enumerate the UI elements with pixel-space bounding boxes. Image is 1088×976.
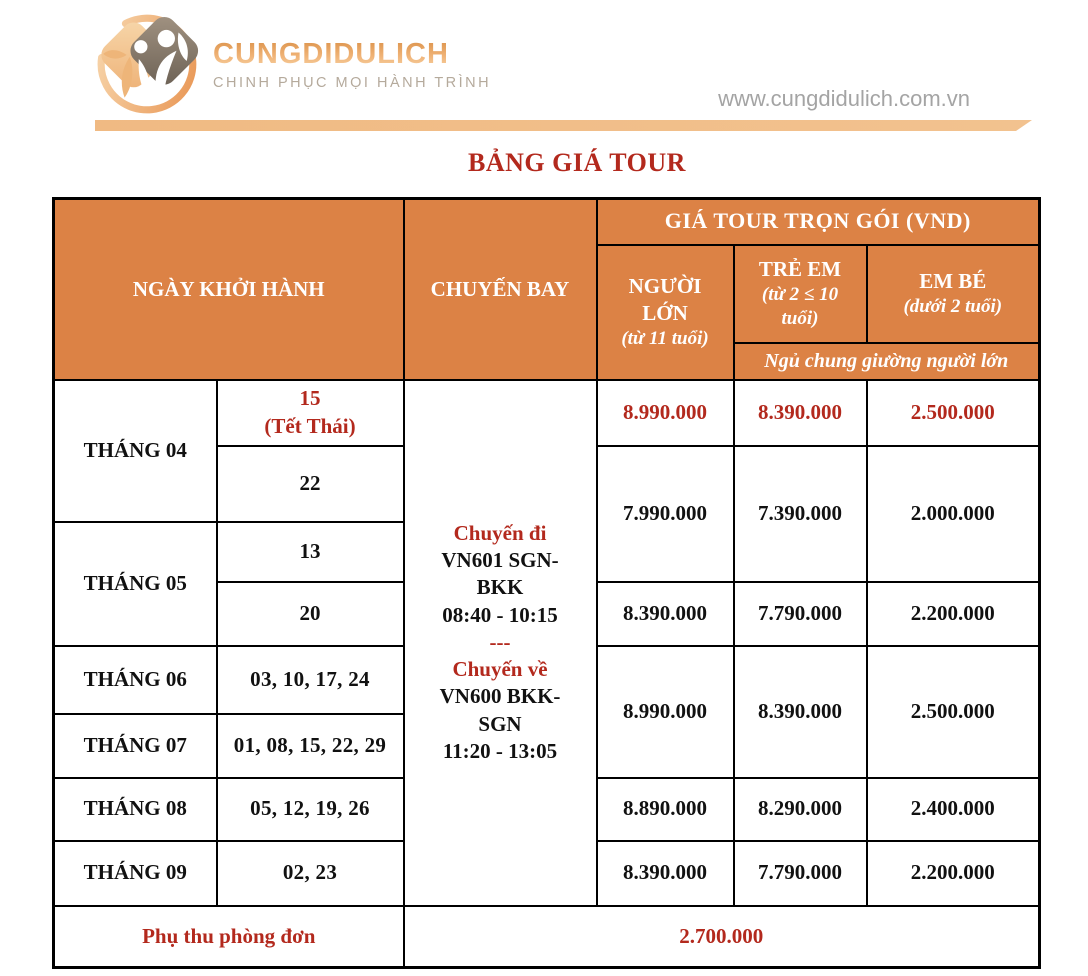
price-adult-aug: 8.890.000 bbox=[597, 778, 734, 841]
page-title: BẢNG GIÁ TOUR bbox=[468, 148, 686, 177]
price-infant-aug: 2.400.000 bbox=[867, 778, 1040, 841]
date-cell-may20: 20 bbox=[217, 582, 404, 646]
flight-outbound-code: VN601 SGN-BKK bbox=[441, 547, 559, 600]
price-child-tet: 8.390.000 bbox=[734, 380, 867, 446]
month-cell-jul: THÁNG 07 bbox=[54, 714, 217, 778]
infant-label: EM BÉ bbox=[919, 268, 987, 293]
date-cell-apr15 bbox=[217, 380, 404, 446]
date-apr15: 15 bbox=[299, 386, 321, 411]
flight-outbound-label: Chuyến đi bbox=[453, 520, 547, 545]
col-header-price-group: GIÁ TOUR TRỌN GÓI (VND) bbox=[597, 199, 1040, 245]
flight-return-time: 11:20 - 13:05 bbox=[442, 739, 558, 764]
infant-note: (dưới 2 tuổi) bbox=[903, 296, 1003, 318]
price-child-sep: 7.790.000 bbox=[734, 841, 867, 906]
child-note: (từ 2 ≤ 10 tuổi) bbox=[761, 284, 839, 330]
flight-outbound-time: 08:40 - 10:15 bbox=[442, 602, 558, 627]
month-cell-aug: THÁNG 08 bbox=[54, 778, 217, 841]
people-swirl-logo-icon bbox=[93, 6, 205, 118]
brand-wordmark: CUNGDIDULICH bbox=[213, 38, 491, 71]
header-divider bbox=[95, 120, 1032, 131]
date-cell-aug: 05, 12, 19, 26 bbox=[217, 778, 404, 841]
date-cell-jul: 01, 08, 15, 22, 29 bbox=[217, 714, 404, 778]
price-infant-tet: 2.500.000 bbox=[867, 380, 1040, 446]
child-label: TRẺ EM bbox=[758, 257, 842, 282]
price-adult-tet: 8.990.000 bbox=[597, 380, 734, 446]
price-child-jun-jul: 8.390.000 bbox=[734, 646, 867, 778]
price-adult-jun-jul: 8.990.000 bbox=[597, 646, 734, 778]
shared-bed-note: Ngủ chung giường người lớn bbox=[734, 343, 1040, 380]
flight-divider: --- bbox=[489, 629, 511, 654]
date-cell-may13: 13 bbox=[217, 522, 404, 582]
date-cell-sep: 02, 23 bbox=[217, 841, 404, 906]
col-header-departure: NGÀY KHỞI HÀNH bbox=[54, 199, 404, 380]
adult-note: (từ 11 tuổi) bbox=[621, 327, 709, 349]
tour-price-table bbox=[52, 197, 1041, 969]
flight-info-cell bbox=[404, 380, 597, 906]
brand-block bbox=[213, 38, 491, 91]
price-infant-sep: 2.200.000 bbox=[867, 841, 1040, 906]
price-infant-apr22-may13: 2.000.000 bbox=[867, 446, 1040, 582]
price-infant-may20: 2.200.000 bbox=[867, 582, 1040, 646]
col-header-child bbox=[734, 245, 867, 343]
price-child-may20: 7.790.000 bbox=[734, 582, 867, 646]
flight-return-code: VN600 BKK-SGN bbox=[439, 684, 561, 736]
col-header-infant bbox=[867, 245, 1040, 343]
adult-label: NGƯỜI LỚN bbox=[628, 274, 702, 325]
month-cell-apr: THÁNG 04 bbox=[54, 380, 217, 522]
price-adult-apr22-may13: 7.990.000 bbox=[597, 446, 734, 582]
col-header-flight: CHUYẾN BAY bbox=[404, 199, 597, 380]
price-adult-sep: 8.390.000 bbox=[597, 841, 734, 906]
price-child-aug: 8.290.000 bbox=[734, 778, 867, 841]
price-adult-may20: 8.390.000 bbox=[597, 582, 734, 646]
month-cell-may: THÁNG 05 bbox=[54, 522, 217, 646]
date-apr15-note: (Tết Thái) bbox=[264, 413, 356, 438]
col-header-adult bbox=[597, 245, 734, 380]
surcharge-value: 2.700.000 bbox=[404, 906, 1040, 968]
month-cell-jun: THÁNG 06 bbox=[54, 646, 217, 714]
brand-tagline: CHINH PHỤC MỌI HÀNH TRÌNH bbox=[213, 75, 492, 91]
date-cell-apr22: 22 bbox=[217, 446, 404, 522]
price-infant-jun-jul: 2.500.000 bbox=[867, 646, 1040, 778]
flight-return-label: Chuyến về bbox=[452, 657, 548, 682]
surcharge-label: Phụ thu phòng đơn bbox=[54, 906, 404, 968]
price-child-apr22-may13: 7.390.000 bbox=[734, 446, 867, 582]
website-url: www.cungdidulich.com.vn bbox=[718, 86, 970, 111]
month-cell-sep: THÁNG 09 bbox=[54, 841, 217, 906]
date-cell-jun: 03, 10, 17, 24 bbox=[217, 646, 404, 714]
